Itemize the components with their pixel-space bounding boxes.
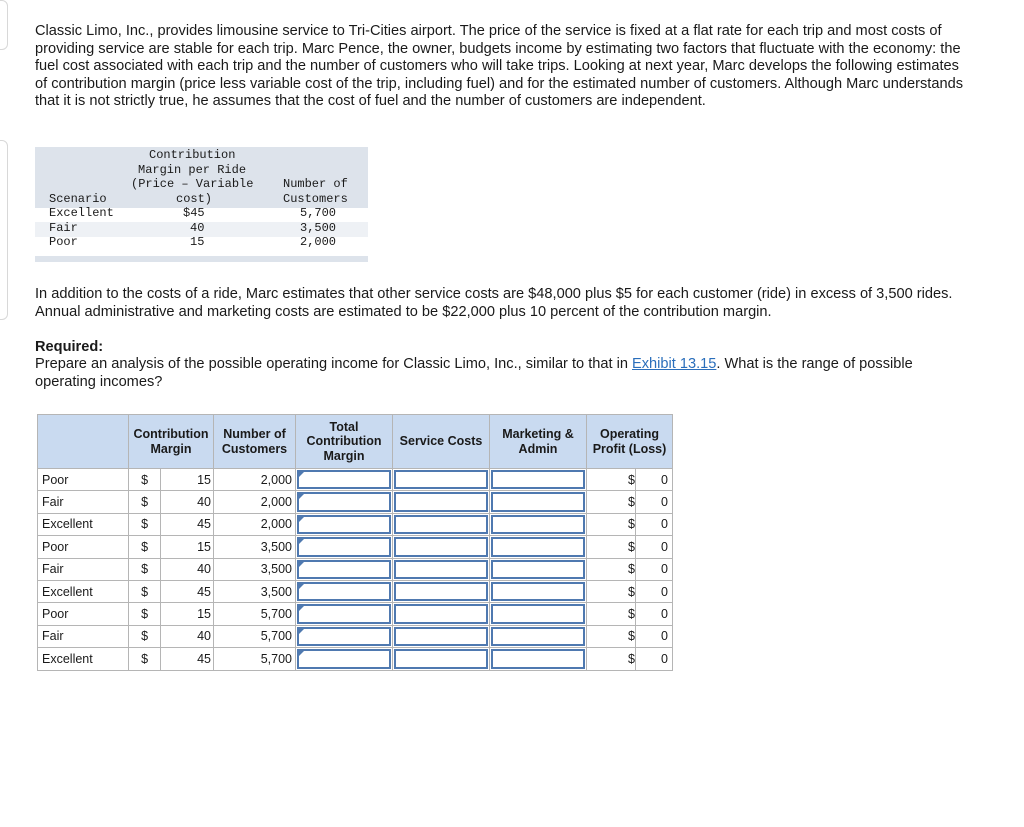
additional-costs-paragraph: In addition to the costs of a ride, Marc estimates that other service costs are $48,000 plus $5 for each customer (ride) in excess of 3,500 rides. Annual administrative and marketing costs are estimated to be $22,000 plus 10 percent of the contribution margin.	[35, 286, 953, 320]
service-costs-input[interactable]	[393, 513, 490, 535]
scenario-cell: Excellent	[38, 580, 129, 602]
service-costs-input[interactable]	[393, 469, 490, 491]
table-header-row	[38, 415, 673, 469]
input-box[interactable]	[394, 492, 488, 511]
scenario-cell: Excellent	[38, 513, 129, 535]
input-box[interactable]	[394, 470, 488, 489]
marketing-admin-input[interactable]	[490, 558, 587, 580]
marketing-admin-input[interactable]	[490, 580, 587, 602]
scenario-cell: Fair	[38, 558, 129, 580]
given-row-scenario: Poor	[49, 235, 78, 249]
currency-symbol: $	[587, 625, 636, 647]
input-box[interactable]	[297, 537, 391, 556]
marketing-admin-input[interactable]	[490, 491, 587, 513]
marketing-admin-input[interactable]	[490, 513, 587, 535]
customers-cell: 2,000	[214, 491, 296, 513]
given-header-customers-line2: Customers	[283, 191, 348, 206]
required-text	[35, 356, 965, 391]
currency-symbol: $	[129, 648, 161, 670]
operating-income-table	[37, 414, 673, 671]
total-contribution-margin-input[interactable]	[296, 625, 393, 647]
input-box[interactable]	[394, 582, 488, 601]
input-marker-icon	[299, 651, 304, 656]
currency-symbol: $	[129, 513, 161, 535]
input-box[interactable]	[491, 515, 585, 534]
header-service-costs: Service Costs	[393, 415, 490, 469]
currency-symbol: $	[587, 580, 636, 602]
required-text-end: . What is the range of possible operating incomes?	[35, 356, 913, 390]
input-box[interactable]	[491, 649, 585, 668]
operating-profit-cell: 0	[636, 603, 673, 625]
table-row	[38, 648, 673, 670]
input-box[interactable]	[297, 560, 391, 579]
given-row-margin: $45	[183, 206, 205, 220]
given-header-margin-line1: Contribution	[149, 148, 236, 162]
currency-symbol: $	[129, 603, 161, 625]
given-header-margin-line4: cost)	[176, 191, 213, 206]
input-box[interactable]	[297, 649, 391, 668]
total-contribution-margin-input[interactable]	[296, 491, 393, 513]
customers-cell: 3,500	[214, 580, 296, 602]
given-row-customers: 2,000	[300, 235, 337, 249]
customers-cell: 5,700	[214, 625, 296, 647]
scenario-cell: Poor	[38, 603, 129, 625]
total-contribution-margin-input[interactable]	[296, 603, 393, 625]
input-box[interactable]	[491, 492, 585, 511]
total-contribution-margin-input[interactable]	[296, 513, 393, 535]
marketing-admin-input[interactable]	[490, 536, 587, 558]
scenario-cell: Fair	[38, 625, 129, 647]
intro-paragraph: Classic Limo, Inc., provides limousine service to Tri-Cities airport. The price of the service is fixed at a flat rate for each trip and most costs of providing service are stable for each trip. Marc Pence, the owner, budgets income by estimating two factors that fluctuate with the economy: the fuel cost associated with each trip and the number of customers who will take trips. Looking at next year, Marc develops the following estimates of contribution margin (price less variable cost of the trip, including fuel) and for the estimated number of customers. Although Marc understands that it is not strictly true, he assumes that the cost of fuel and the number of customers are independent.	[35, 23, 963, 109]
table-row	[38, 469, 673, 491]
given-row-margin: 40	[190, 220, 205, 235]
currency-symbol: $	[129, 469, 161, 491]
service-costs-input[interactable]	[393, 603, 490, 625]
table-row	[38, 625, 673, 647]
input-box[interactable]	[297, 470, 391, 489]
input-box[interactable]	[491, 560, 585, 579]
required-text-start: Prepare an analysis of the possible operating income for Classic Limo, Inc., similar to that in	[35, 356, 633, 372]
operating-profit-cell: 0	[636, 580, 673, 602]
total-contribution-margin-input[interactable]	[296, 580, 393, 602]
total-contribution-margin-input[interactable]	[296, 469, 393, 491]
input-marker-icon	[299, 562, 304, 567]
contribution-margin-cell: 40	[161, 558, 214, 580]
table-row	[38, 536, 673, 558]
table-row	[38, 603, 673, 625]
currency-symbol: $	[587, 558, 636, 580]
currency-symbol: $	[587, 603, 636, 625]
input-box[interactable]	[394, 604, 488, 623]
contribution-margin-cell: 15	[161, 603, 214, 625]
input-box[interactable]	[297, 582, 391, 601]
customers-cell: 2,000	[214, 469, 296, 491]
total-contribution-margin-input[interactable]	[296, 536, 393, 558]
service-costs-input[interactable]	[393, 491, 490, 513]
input-box[interactable]	[394, 627, 488, 646]
input-box[interactable]	[394, 515, 488, 534]
input-box[interactable]	[297, 627, 391, 646]
given-row-scenario: Excellent	[49, 206, 114, 220]
input-box[interactable]	[491, 604, 585, 623]
input-marker-icon	[299, 629, 304, 634]
header-operating-profit: Operating Profit (Loss)	[587, 415, 673, 469]
table-row	[38, 558, 673, 580]
service-costs-input[interactable]	[393, 536, 490, 558]
currency-symbol: $	[587, 536, 636, 558]
marketing-admin-input[interactable]	[490, 603, 587, 625]
marketing-admin-input[interactable]	[490, 648, 587, 670]
input-box[interactable]	[394, 537, 488, 556]
scenario-cell: Poor	[38, 469, 129, 491]
contribution-margin-cell: 45	[161, 648, 214, 670]
customers-cell: 5,700	[214, 603, 296, 625]
contribution-margin-cell: 15	[161, 469, 214, 491]
given-table-bottom-bar	[35, 256, 368, 262]
service-costs-input[interactable]	[393, 580, 490, 602]
service-costs-input[interactable]	[393, 558, 490, 580]
operating-profit-cell: 0	[636, 469, 673, 491]
currency-symbol: $	[587, 469, 636, 491]
currency-symbol: $	[587, 491, 636, 513]
given-header-margin-line3: (Price – Variable	[131, 177, 254, 191]
header-total-contribution-margin: Total Contribution Margin	[296, 415, 393, 469]
input-box[interactable]	[394, 560, 488, 579]
input-box[interactable]	[297, 492, 391, 511]
input-box[interactable]	[394, 649, 488, 668]
scenario-cell: Poor	[38, 536, 129, 558]
input-marker-icon	[299, 606, 304, 611]
exhibit-link[interactable]: Exhibit 13.15	[632, 356, 717, 372]
marketing-admin-input[interactable]	[490, 469, 587, 491]
operating-profit-cell: 0	[636, 625, 673, 647]
input-box[interactable]	[297, 604, 391, 623]
contribution-margin-cell: 45	[161, 580, 214, 602]
currency-symbol: $	[129, 580, 161, 602]
input-box[interactable]	[491, 470, 585, 489]
contribution-margin-cell: 40	[161, 625, 214, 647]
customers-cell: 3,500	[214, 558, 296, 580]
given-header-scenario: Scenario	[49, 191, 107, 206]
input-marker-icon	[299, 517, 304, 522]
table-row	[38, 491, 673, 513]
given-header-customers-line1: Number of	[283, 177, 348, 191]
given-row-scenario: Fair	[49, 220, 78, 235]
given-header-margin-line2: Margin per Ride	[138, 162, 247, 177]
given-row-customers: 5,700	[300, 206, 337, 220]
input-marker-icon	[299, 472, 304, 477]
service-costs-input[interactable]	[393, 625, 490, 647]
scenario-cell: Fair	[38, 491, 129, 513]
input-box[interactable]	[491, 537, 585, 556]
left-edge-tab	[0, 0, 8, 50]
operating-profit-cell: 0	[636, 558, 673, 580]
customers-cell: 5,700	[214, 648, 296, 670]
currency-symbol: $	[129, 491, 161, 513]
required-title: Required:	[35, 339, 104, 355]
contribution-margin-cell: 45	[161, 513, 214, 535]
given-estimates-table	[35, 147, 368, 262]
table-row	[38, 580, 673, 602]
operating-profit-cell: 0	[636, 536, 673, 558]
input-box[interactable]	[491, 582, 585, 601]
header-marketing-admin: Marketing & Admin	[490, 415, 587, 469]
currency-symbol: $	[587, 648, 636, 670]
given-row-margin: 15	[190, 235, 205, 249]
currency-symbol: $	[129, 558, 161, 580]
contribution-margin-cell: 15	[161, 536, 214, 558]
total-contribution-margin-input[interactable]	[296, 648, 393, 670]
input-box[interactable]	[491, 627, 585, 646]
scenario-cell: Excellent	[38, 648, 129, 670]
table-row	[38, 513, 673, 535]
currency-symbol: $	[129, 625, 161, 647]
header-scenario	[38, 415, 129, 469]
input-marker-icon	[299, 494, 304, 499]
header-number-of-customers: Number of Customers	[214, 415, 296, 469]
left-edge-tab	[0, 140, 8, 320]
operating-profit-cell: 0	[636, 513, 673, 535]
currency-symbol: $	[129, 536, 161, 558]
currency-symbol: $	[587, 513, 636, 535]
total-contribution-margin-input[interactable]	[296, 558, 393, 580]
operating-profit-cell: 0	[636, 648, 673, 670]
input-marker-icon	[299, 584, 304, 589]
operating-profit-cell: 0	[636, 491, 673, 513]
input-box[interactable]	[297, 515, 391, 534]
input-marker-icon	[299, 539, 304, 544]
given-row-customers: 3,500	[300, 220, 337, 235]
customers-cell: 2,000	[214, 513, 296, 535]
marketing-admin-input[interactable]	[490, 625, 587, 647]
service-costs-input[interactable]	[393, 648, 490, 670]
contribution-margin-cell: 40	[161, 491, 214, 513]
header-contribution-margin: Contribution Margin	[129, 415, 214, 469]
customers-cell: 3,500	[214, 536, 296, 558]
